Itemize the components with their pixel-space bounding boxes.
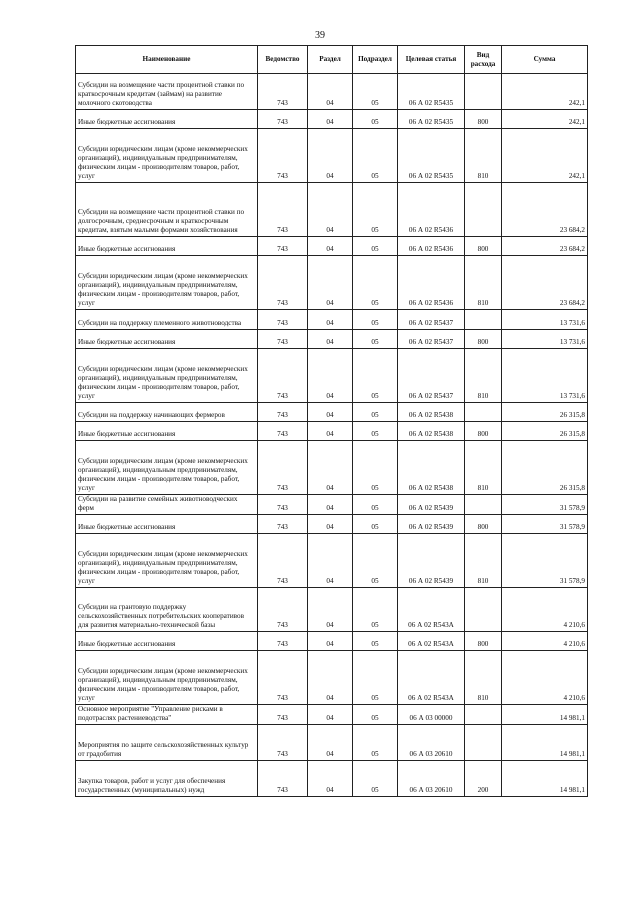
table-row xyxy=(76,515,588,534)
header-section: Раздел xyxy=(308,46,353,74)
row-section: 04 xyxy=(308,349,353,403)
row-exp-type: 810 xyxy=(465,651,502,705)
row-exp-type: 800 xyxy=(465,632,502,651)
row-sum: 23 684,2 xyxy=(502,183,588,237)
row-subsection: 05 xyxy=(353,632,398,651)
row-name: Субсидии на грантовую поддержку сельскохозяйственных потребительских кооперативов для развития материально-технической базы xyxy=(76,588,258,632)
row-name: Субсидии на возмещение части процентной ставки по краткосрочным кредитам (займам) на развитие молочного скотоводства xyxy=(76,74,258,110)
table-row xyxy=(76,422,588,441)
row-dept: 743 xyxy=(258,110,308,129)
row-exp-type: 810 xyxy=(465,441,502,495)
row-sum: 242,1 xyxy=(502,74,588,110)
table-row xyxy=(76,349,588,403)
row-sum: 4 210,6 xyxy=(502,588,588,632)
row-exp-type xyxy=(465,495,502,515)
table-row xyxy=(76,534,588,588)
table-row xyxy=(76,705,588,725)
row-article: 06 А 03 20610 xyxy=(398,761,465,797)
row-sum: 14 981,1 xyxy=(502,725,588,761)
row-section: 04 xyxy=(308,534,353,588)
header-exp-type: Вид расхода xyxy=(465,46,502,74)
row-sum: 23 684,2 xyxy=(502,256,588,310)
row-sum: 4 210,6 xyxy=(502,632,588,651)
table-row xyxy=(76,256,588,310)
row-article: 06 А 02 R5436 xyxy=(398,256,465,310)
row-name: Иные бюджетные ассигнования xyxy=(76,237,258,256)
row-dept: 743 xyxy=(258,349,308,403)
row-article: 06 А 02 R543А xyxy=(398,588,465,632)
row-name: Субсидии на возмещение части процентной ставки по долгосрочным, среднесрочным и краткосрочным кредитам, взятым малыми формами хозяйствования xyxy=(76,183,258,237)
row-dept: 743 xyxy=(258,515,308,534)
table-row xyxy=(76,495,588,515)
table-row xyxy=(76,237,588,256)
row-exp-type: 800 xyxy=(465,422,502,441)
row-subsection: 05 xyxy=(353,237,398,256)
header-article: Целевая статья xyxy=(398,46,465,74)
row-sum: 31 578,9 xyxy=(502,534,588,588)
row-dept: 743 xyxy=(258,403,308,422)
row-section: 04 xyxy=(308,705,353,725)
row-sum: 26 315,8 xyxy=(502,403,588,422)
row-dept: 743 xyxy=(258,129,308,183)
row-article: 06 А 02 R543А xyxy=(398,632,465,651)
row-subsection: 05 xyxy=(353,74,398,110)
row-article: 06 А 02 R5438 xyxy=(398,403,465,422)
row-article: 06 А 02 R5435 xyxy=(398,129,465,183)
row-sum: 13 731,6 xyxy=(502,310,588,330)
row-name: Иные бюджетные ассигнования xyxy=(76,515,258,534)
row-section: 04 xyxy=(308,515,353,534)
table-row xyxy=(76,403,588,422)
row-section: 04 xyxy=(308,651,353,705)
table-row xyxy=(76,310,588,330)
row-sum: 31 578,9 xyxy=(502,515,588,534)
row-sum: 23 684,2 xyxy=(502,237,588,256)
row-name: Субсидии юридическим лицам (кроме некоммерческих организаций), индивидуальным предпринимателям, физическим лицам - производителям товаров, работ, услуг xyxy=(76,651,258,705)
row-sum: 14 981,1 xyxy=(502,761,588,797)
table-row xyxy=(76,441,588,495)
row-section: 04 xyxy=(308,403,353,422)
row-sum: 31 578,9 xyxy=(502,495,588,515)
row-subsection: 05 xyxy=(353,495,398,515)
row-article: 06 А 02 R5437 xyxy=(398,310,465,330)
row-name: Закупка товаров, работ и услуг для обеспечения государственных (муниципальных) нужд xyxy=(76,761,258,797)
row-sum: 13 731,6 xyxy=(502,349,588,403)
row-section: 04 xyxy=(308,588,353,632)
table-row xyxy=(76,761,588,797)
row-section: 04 xyxy=(308,74,353,110)
row-subsection: 05 xyxy=(353,705,398,725)
row-section: 04 xyxy=(308,441,353,495)
row-article: 06 А 02 R5438 xyxy=(398,441,465,495)
row-dept: 743 xyxy=(258,74,308,110)
row-subsection: 05 xyxy=(353,310,398,330)
page-number: 39 xyxy=(315,30,325,41)
row-article: 06 А 02 R5437 xyxy=(398,349,465,403)
row-exp-type xyxy=(465,183,502,237)
row-name: Субсидии на развитие семейных животноводческих ферм xyxy=(76,495,258,515)
row-sum: 26 315,8 xyxy=(502,422,588,441)
row-section: 04 xyxy=(308,761,353,797)
row-name: Иные бюджетные ассигнования xyxy=(76,330,258,349)
row-name: Субсидии юридическим лицам (кроме некоммерческих организаций), индивидуальным предпринимателям, физическим лицам - производителям товаров, работ, услуг xyxy=(76,349,258,403)
row-dept: 743 xyxy=(258,705,308,725)
row-subsection: 05 xyxy=(353,110,398,129)
row-name: Субсидии юридическим лицам (кроме некоммерческих организаций), индивидуальным предпринимателям, физическим лицам - производителям товаров, работ, услуг xyxy=(76,129,258,183)
row-subsection: 05 xyxy=(353,183,398,237)
row-exp-type xyxy=(465,725,502,761)
row-subsection: 05 xyxy=(353,422,398,441)
row-subsection: 05 xyxy=(353,256,398,310)
row-subsection: 05 xyxy=(353,761,398,797)
row-sum: 13 731,6 xyxy=(502,330,588,349)
row-article: 06 А 02 R5435 xyxy=(398,74,465,110)
row-dept: 743 xyxy=(258,651,308,705)
row-section: 04 xyxy=(308,495,353,515)
row-section: 04 xyxy=(308,256,353,310)
row-section: 04 xyxy=(308,183,353,237)
row-article: 06 А 03 20610 xyxy=(398,725,465,761)
row-subsection: 05 xyxy=(353,129,398,183)
row-article: 06 А 02 R5439 xyxy=(398,495,465,515)
header-sum: Сумма xyxy=(502,46,588,74)
row-name: Иные бюджетные ассигнования xyxy=(76,632,258,651)
row-exp-type xyxy=(465,403,502,422)
row-name: Субсидии юридическим лицам (кроме некоммерческих организаций), индивидуальным предпринимателям, физическим лицам - производителям товаров, работ, услуг xyxy=(76,534,258,588)
row-article: 06 А 02 R5435 xyxy=(398,110,465,129)
row-dept: 743 xyxy=(258,237,308,256)
row-name: Мероприятия по защите сельскохозяйственных культур от градобития xyxy=(76,725,258,761)
row-subsection: 05 xyxy=(353,725,398,761)
row-exp-type xyxy=(465,705,502,725)
row-exp-type xyxy=(465,310,502,330)
row-article: 06 А 02 R5437 xyxy=(398,330,465,349)
row-dept: 743 xyxy=(258,495,308,515)
row-subsection: 05 xyxy=(353,515,398,534)
row-dept: 743 xyxy=(258,183,308,237)
row-subsection: 05 xyxy=(353,330,398,349)
row-dept: 743 xyxy=(258,422,308,441)
row-section: 04 xyxy=(308,422,353,441)
row-dept: 743 xyxy=(258,761,308,797)
row-subsection: 05 xyxy=(353,349,398,403)
row-name: Иные бюджетные ассигнования xyxy=(76,422,258,441)
row-sum: 242,1 xyxy=(502,110,588,129)
row-dept: 743 xyxy=(258,256,308,310)
row-section: 04 xyxy=(308,632,353,651)
budget-table xyxy=(75,45,588,797)
table-body xyxy=(76,74,588,797)
row-section: 04 xyxy=(308,725,353,761)
row-dept: 743 xyxy=(258,534,308,588)
header-dept: Ведомство xyxy=(258,46,308,74)
table-row xyxy=(76,183,588,237)
table-row xyxy=(76,588,588,632)
row-exp-type: 800 xyxy=(465,330,502,349)
row-section: 04 xyxy=(308,330,353,349)
row-article: 06 А 02 R543А xyxy=(398,651,465,705)
row-name: Основное мероприятие "Управление рисками в подотраслях растениеводства" xyxy=(76,705,258,725)
row-subsection: 05 xyxy=(353,403,398,422)
row-subsection: 05 xyxy=(353,441,398,495)
header-name: Наименование xyxy=(76,46,258,74)
row-subsection: 05 xyxy=(353,651,398,705)
table-row xyxy=(76,632,588,651)
row-name: Субсидии юридическим лицам (кроме некоммерческих организаций), индивидуальным предпринимателям, физическим лицам - производителям товаров, работ, услуг xyxy=(76,441,258,495)
table-row xyxy=(76,129,588,183)
row-exp-type xyxy=(465,74,502,110)
row-article: 06 А 02 R5438 xyxy=(398,422,465,441)
row-subsection: 05 xyxy=(353,588,398,632)
row-exp-type: 810 xyxy=(465,349,502,403)
row-exp-type xyxy=(465,588,502,632)
row-exp-type: 810 xyxy=(465,534,502,588)
row-article: 06 А 02 R5439 xyxy=(398,515,465,534)
row-dept: 743 xyxy=(258,441,308,495)
row-exp-type: 200 xyxy=(465,761,502,797)
row-dept: 743 xyxy=(258,632,308,651)
header-subsection: Подраздел xyxy=(353,46,398,74)
row-dept: 743 xyxy=(258,588,308,632)
row-subsection: 05 xyxy=(353,534,398,588)
table-row xyxy=(76,725,588,761)
row-article: 06 А 02 R5436 xyxy=(398,183,465,237)
row-exp-type: 800 xyxy=(465,237,502,256)
row-dept: 743 xyxy=(258,725,308,761)
row-article: 06 А 02 R5439 xyxy=(398,534,465,588)
row-sum: 14 981,1 xyxy=(502,705,588,725)
row-article: 06 А 03 00000 xyxy=(398,705,465,725)
row-section: 04 xyxy=(308,110,353,129)
row-exp-type: 810 xyxy=(465,256,502,310)
row-name: Субсидии на поддержку племенного животноводства xyxy=(76,310,258,330)
table-row xyxy=(76,330,588,349)
table-header-row xyxy=(76,46,588,74)
row-article: 06 А 02 R5436 xyxy=(398,237,465,256)
row-name: Субсидии на поддержку начинающих фермеров xyxy=(76,403,258,422)
row-sum: 4 210,6 xyxy=(502,651,588,705)
row-dept: 743 xyxy=(258,330,308,349)
row-section: 04 xyxy=(308,310,353,330)
row-dept: 743 xyxy=(258,310,308,330)
row-section: 04 xyxy=(308,129,353,183)
row-sum: 242,1 xyxy=(502,129,588,183)
table-row xyxy=(76,651,588,705)
table-row xyxy=(76,74,588,110)
row-exp-type: 800 xyxy=(465,110,502,129)
row-sum: 26 315,8 xyxy=(502,441,588,495)
row-exp-type: 800 xyxy=(465,515,502,534)
row-name: Иные бюджетные ассигнования xyxy=(76,110,258,129)
row-name: Субсидии юридическим лицам (кроме некоммерческих организаций), индивидуальным предпринимателям, физическим лицам - производителям товаров, работ, услуг xyxy=(76,256,258,310)
row-section: 04 xyxy=(308,237,353,256)
table-row xyxy=(76,110,588,129)
row-exp-type: 810 xyxy=(465,129,502,183)
